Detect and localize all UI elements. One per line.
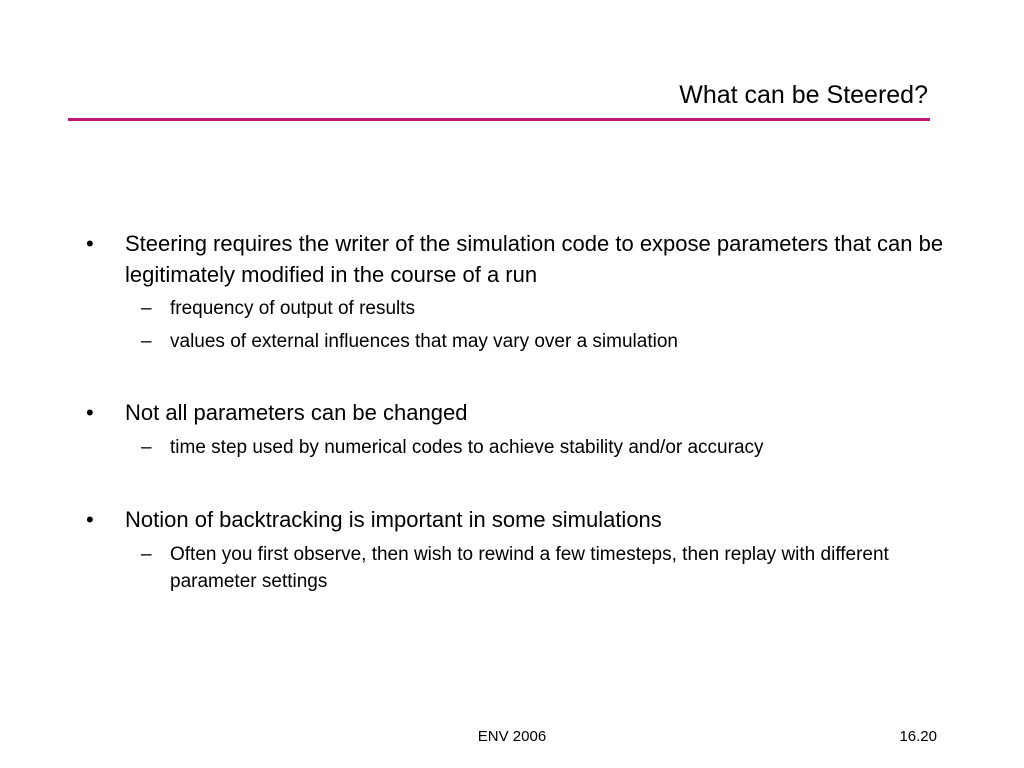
bullet-text: Not all parameters can be changed: [125, 400, 468, 425]
sub-bullet-marker: –: [141, 298, 152, 319]
sub-bullet-text: time step used by numerical codes to achieve stability and/or accuracy: [170, 437, 764, 458]
slide-title: What can be Steered?: [679, 81, 928, 109]
bullet-text: Steering requires the writer of the simulation code to expose parameters that can be legitimately modified in the course of a run: [125, 231, 944, 287]
sub-bullet-text: values of external influences that may vary over a simulation: [170, 331, 678, 352]
sub-bullet-marker: –: [141, 544, 152, 565]
bullet-marker: •: [86, 231, 94, 256]
sub-bullet-text: frequency of output of results: [170, 298, 416, 319]
bullet-marker: •: [86, 507, 94, 532]
sub-bullet-marker: –: [141, 331, 152, 352]
sub-bullet-text: Often you first observe, then wish to rewind a few timesteps, then replay with different parameter settings: [170, 544, 889, 592]
page-number: 16.20: [899, 728, 937, 745]
sub-bullet-marker: –: [141, 437, 152, 458]
footer-label: ENV 2006: [477, 728, 547, 745]
bullet-marker: •: [86, 400, 94, 425]
bullet-text: Notion of backtracking is important in some simulations: [125, 507, 662, 532]
